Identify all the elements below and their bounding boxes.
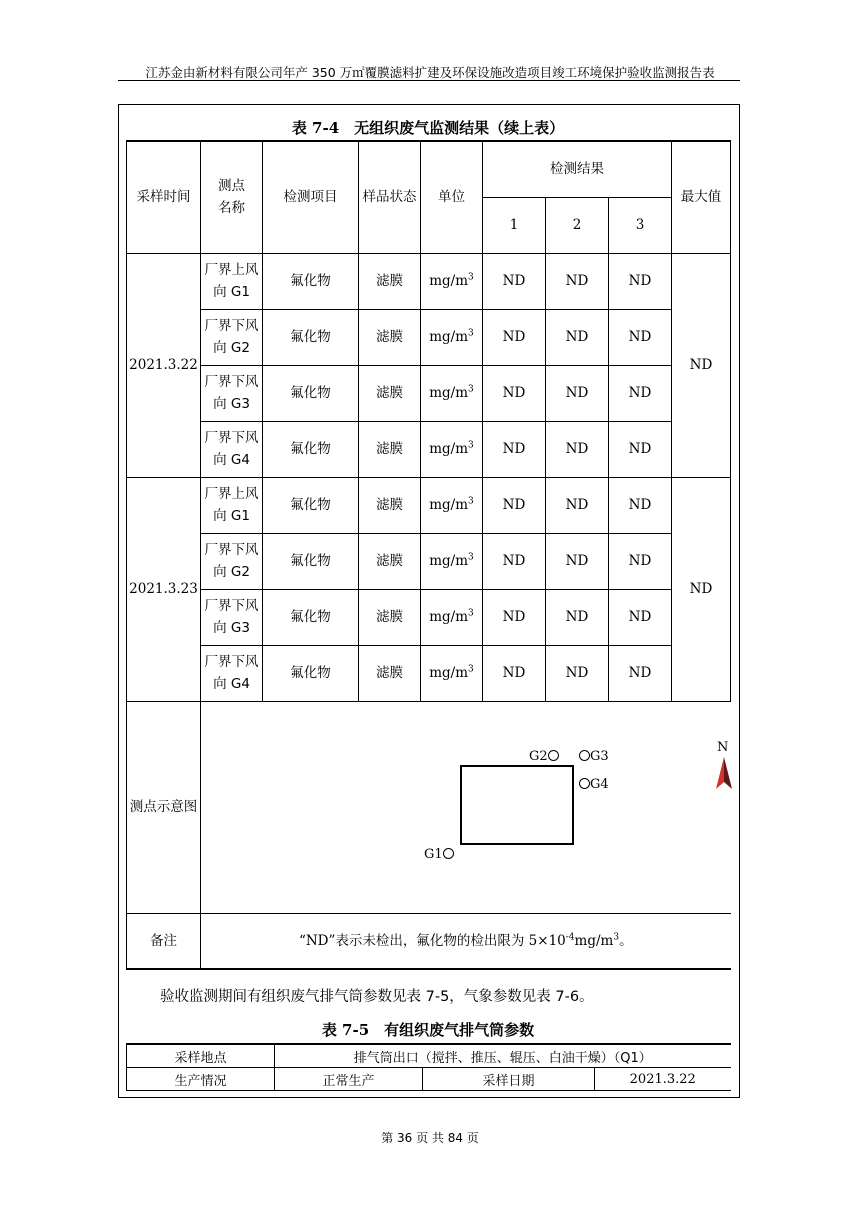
- point-g2-label: G2: [529, 749, 548, 764]
- result-value: ND: [609, 365, 672, 421]
- remark-text: [201, 913, 731, 969]
- unit-exp: 3: [468, 440, 474, 451]
- north-arrow-icon: [714, 756, 734, 790]
- sample-state: 滤膜: [359, 421, 421, 477]
- point-name-text: 厂界下风向 G2: [204, 542, 259, 580]
- header-result-2: 2: [546, 197, 609, 253]
- remark-text-b: mg/m: [574, 932, 614, 949]
- test-item: 氟化物: [263, 421, 359, 477]
- result-value: ND: [546, 421, 609, 477]
- sampling-date: 2021.3.23: [127, 477, 201, 701]
- result-value: ND: [546, 477, 609, 533]
- point-name-text: 厂界下风向 G4: [204, 654, 259, 692]
- unit-cell: [421, 365, 483, 421]
- test-item: 氟化物: [263, 309, 359, 365]
- remark-text-c: 。: [619, 932, 633, 949]
- sampling-date-value: 2021.3.22: [595, 1068, 731, 1091]
- circle-marker-icon: [579, 750, 590, 761]
- unit-base: mg/m: [429, 497, 469, 513]
- report-header-title: 江苏金由新材料有限公司年产 350 万㎡覆膜滤料扩建及环保设施改造项目竣工环境保护验收监测报告表: [145, 65, 715, 80]
- table-row: [127, 589, 731, 645]
- unit-exp: 3: [468, 496, 474, 507]
- result-value: ND: [483, 533, 546, 589]
- point-g4: [579, 777, 609, 792]
- point-name-text: 厂界上风向 G1: [204, 486, 259, 524]
- point-name: [201, 477, 263, 533]
- unit-cell: [421, 589, 483, 645]
- test-item: 氟化物: [263, 477, 359, 533]
- result-value: ND: [609, 253, 672, 309]
- point-name: [201, 645, 263, 701]
- circle-marker-icon: [548, 750, 559, 761]
- sample-state: 滤膜: [359, 645, 421, 701]
- sampling-date-label: 采样日期: [423, 1068, 595, 1091]
- sampling-site-label: 采样地点: [127, 1044, 275, 1068]
- point-g4-label: G4: [590, 777, 609, 792]
- factory-boundary-rect: [460, 765, 574, 845]
- table-7-5-title: 表 7-5 有组织废气排气筒参数: [321, 1021, 535, 1039]
- result-value: ND: [546, 253, 609, 309]
- test-item: 氟化物: [263, 533, 359, 589]
- unit-exp: 3: [468, 272, 474, 283]
- header-point-name: [201, 141, 263, 253]
- body-paragraph: 验收监测期间有组织废气排气筒参数见表 7-5，气象参数见表 7-6。: [160, 989, 594, 1005]
- point-name: [201, 309, 263, 365]
- result-value: ND: [609, 645, 672, 701]
- test-item: 氟化物: [263, 365, 359, 421]
- result-value: ND: [609, 309, 672, 365]
- table-row: [127, 1044, 731, 1068]
- result-value: ND: [483, 477, 546, 533]
- north-label: N: [717, 740, 729, 755]
- point-name-text: 厂界上风向 G1: [204, 262, 259, 300]
- sampling-date: 2021.3.22: [127, 253, 201, 477]
- sample-state: 滤膜: [359, 533, 421, 589]
- table-7-4: [126, 140, 731, 970]
- circle-marker-icon: [443, 848, 454, 859]
- result-value: ND: [483, 421, 546, 477]
- table-row: [127, 533, 731, 589]
- unit-cell: [421, 533, 483, 589]
- point-name: [201, 253, 263, 309]
- test-item: 氟化物: [263, 645, 359, 701]
- sample-state: 滤膜: [359, 589, 421, 645]
- unit-exp: 3: [468, 384, 474, 395]
- header-sampling-time: 采样时间: [127, 141, 201, 253]
- unit-exp: 3: [468, 608, 474, 619]
- production-status-value: 正常生产: [275, 1068, 423, 1091]
- table-row: [127, 253, 731, 309]
- result-value: ND: [483, 309, 546, 365]
- table-row: [127, 309, 731, 365]
- diagram-label: 测点示意图: [127, 701, 201, 913]
- point-g1: [424, 847, 454, 862]
- unit-base: mg/m: [429, 665, 469, 681]
- unit-base: mg/m: [429, 609, 469, 625]
- remark-text-a: “ND”表示未检出，氟化物的检出限为 5×10: [298, 932, 566, 949]
- result-value: ND: [483, 589, 546, 645]
- unit-base: mg/m: [429, 273, 469, 289]
- point-g2: [529, 749, 559, 764]
- header-test-results: 检测结果: [483, 141, 672, 197]
- sample-state: 滤膜: [359, 309, 421, 365]
- unit-exp: 3: [468, 552, 474, 563]
- header-result-1: 1: [483, 197, 546, 253]
- point-name-text: 厂界下风向 G3: [204, 598, 259, 636]
- point-g3: [579, 749, 609, 764]
- header-rule: [118, 80, 740, 81]
- result-value: ND: [609, 477, 672, 533]
- unit-cell: [421, 477, 483, 533]
- header-sample-state: 样品状态: [359, 141, 421, 253]
- unit-base: mg/m: [429, 553, 469, 569]
- unit-base: mg/m: [429, 441, 469, 457]
- point-name-text: 厂界下风向 G3: [204, 374, 259, 412]
- header-point-name-text: 测点名称: [218, 178, 245, 217]
- header-result-3: 3: [609, 197, 672, 253]
- unit-base: mg/m: [429, 329, 469, 345]
- result-value: ND: [483, 253, 546, 309]
- max-value: ND: [672, 477, 731, 701]
- table-row: [127, 477, 731, 533]
- result-value: ND: [546, 309, 609, 365]
- table-row: [127, 365, 731, 421]
- unit-base: mg/m: [429, 385, 469, 401]
- table-row: [127, 645, 731, 701]
- result-value: ND: [483, 365, 546, 421]
- sample-state: 滤膜: [359, 365, 421, 421]
- production-status-label: 生产情况: [127, 1068, 275, 1091]
- table-row: [127, 1068, 731, 1091]
- unit-cell: [421, 421, 483, 477]
- point-g3-label: G3: [590, 749, 609, 764]
- point-name-text: 厂界下风向 G2: [204, 318, 259, 356]
- result-value: ND: [483, 645, 546, 701]
- table-row: [127, 421, 731, 477]
- header-max-value: 最大值: [672, 141, 731, 253]
- unit-cell: [421, 309, 483, 365]
- result-value: ND: [546, 365, 609, 421]
- result-value: ND: [609, 421, 672, 477]
- remark-label: 备注: [127, 913, 201, 969]
- remark-exp1: -4: [565, 932, 575, 943]
- unit-cell: [421, 645, 483, 701]
- result-value: ND: [546, 645, 609, 701]
- unit-cell: [421, 253, 483, 309]
- point-name: [201, 589, 263, 645]
- result-value: ND: [609, 533, 672, 589]
- result-value: ND: [546, 589, 609, 645]
- point-name: [201, 533, 263, 589]
- test-item: 氟化物: [263, 589, 359, 645]
- header-test-item: 检测项目: [263, 141, 359, 253]
- result-value: ND: [609, 589, 672, 645]
- unit-exp: 3: [468, 328, 474, 339]
- unit-exp: 3: [468, 664, 474, 675]
- sample-state: 滤膜: [359, 477, 421, 533]
- point-name-text: 厂界下风向 G4: [204, 430, 259, 468]
- result-value: ND: [546, 533, 609, 589]
- remark-exp2: 3: [613, 932, 620, 943]
- table-7-5: [126, 1043, 731, 1091]
- sampling-site-value: 排气筒出口（搅拌、推压、辊压、白油干燥）（Q1）: [275, 1044, 731, 1068]
- circle-marker-icon: [579, 778, 590, 789]
- point-name: [201, 421, 263, 477]
- point-name: [201, 365, 263, 421]
- max-value: ND: [672, 253, 731, 477]
- table-7-4-title: 表 7-4 无组织废气监测结果（续上表）: [291, 119, 565, 137]
- header-unit: 单位: [421, 141, 483, 253]
- test-item: 氟化物: [263, 253, 359, 309]
- page-number: 第 36 页 共 84 页: [381, 1131, 479, 1145]
- point-g1-label: G1: [424, 847, 443, 862]
- sample-state: 滤膜: [359, 253, 421, 309]
